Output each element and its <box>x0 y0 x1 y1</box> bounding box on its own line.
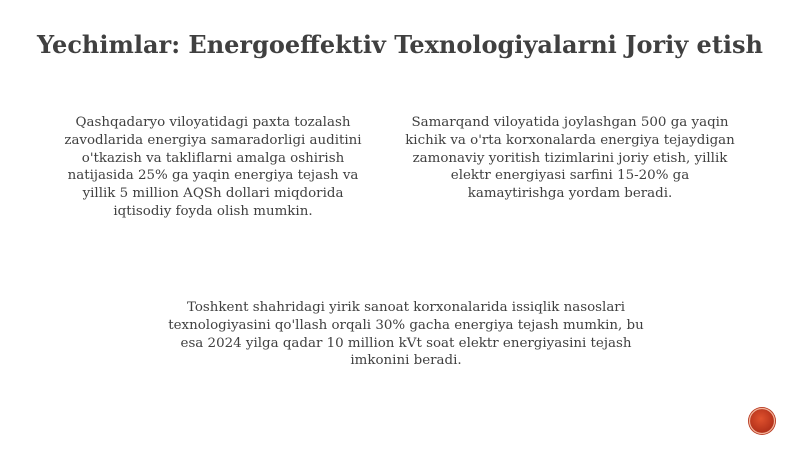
text-block-toshkent: Toshkent shahridagi yirik sanoat korxonalarida issiqlik nasoslari texnologiyasini qo'llash orqali 30% gacha energiya tejash mumkin, bu esa 2024 yilga qadar 10 million kVt soat elektr energiyasini tejash imkonini beradi. <box>168 300 644 369</box>
circle-nav-button-icon <box>747 406 777 436</box>
text-block-samarqand: Samarqand viloyatida joylashgan 500 ga yaqin kichik va o'rta korxonalarda energiya tejaydigan zamonaviy yoritish tizimlarini joriy etish, yillik elektr energiyasi sarfini 15-20% ga kamaytirishga yordam beradi. <box>405 115 735 202</box>
slide-nav-button[interactable] <box>747 406 777 436</box>
slide-title: Yechimlar: Energoeffektiv Texnologiyalarni Joriy etish <box>37 30 763 59</box>
text-block-qashqadaryo: Qashqadaryo viloyatidagi paxta tozalash zavodlarida energiya samaradorligi auditini o'tkazish va takliflarni amalga oshirish natijasida 25% ga yaqin energiya tejash va yillik 5 million AQSh dollari miqdorida iqtisodiy foyda olish mumkin. <box>64 115 362 219</box>
